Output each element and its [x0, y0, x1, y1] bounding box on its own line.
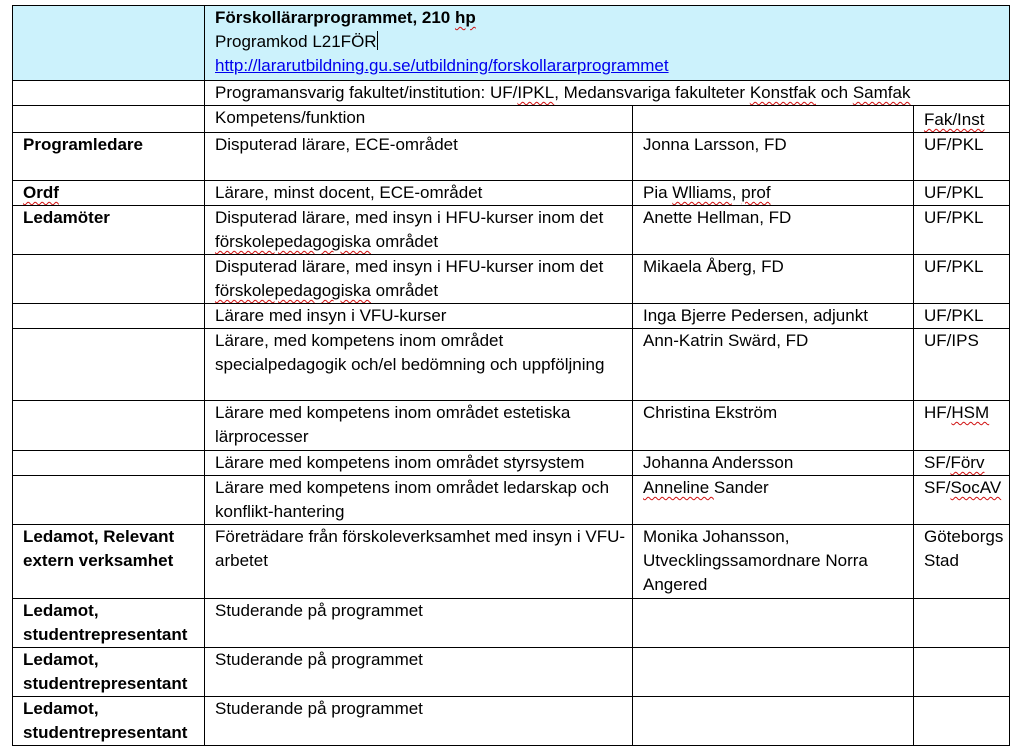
role-cell: Ledamot, Relevant extern verksamhet	[13, 525, 205, 599]
program-title: Förskollärarprogrammet, 210 hp	[215, 8, 476, 27]
column-header-blank	[13, 106, 205, 133]
header-row	[13, 6, 1010, 81]
fakinst-cell: UF/PKL	[914, 206, 1010, 255]
competence-cell: Lärare med insyn i VFU-kurser	[205, 304, 633, 329]
table-row	[13, 525, 1010, 599]
person-cell: Ann-Katrin Swärd, FD	[633, 329, 914, 401]
person-cell	[633, 648, 914, 697]
table-row	[13, 329, 1010, 401]
role-cell: Programledare	[13, 133, 205, 181]
fakinst-cell: SF/Förv	[914, 451, 1010, 476]
competence-cell: Lärare, med kompetens inom området specialpedagogik och/el bedömning och uppföljning	[205, 329, 633, 401]
member-rows	[13, 133, 1010, 746]
table-row	[13, 181, 1010, 206]
role-cell	[13, 401, 205, 451]
fakinst-cell: HF/HSM	[914, 401, 1010, 451]
role-cell: Ordf	[13, 181, 205, 206]
person-cell: Jonna Larsson, FD	[633, 133, 914, 181]
role-cell	[13, 476, 205, 525]
competence-cell: Lärare med kompetens inom området styrsystem	[205, 451, 633, 476]
fakinst-cell	[914, 599, 1010, 648]
program-code: Programkod L21FÖR	[215, 32, 377, 51]
fakinst-cell: UF/PKL	[914, 255, 1010, 304]
role-cell: Ledamot, studentrepresentant	[13, 648, 205, 697]
fakinst-cell: UF/PKL	[914, 304, 1010, 329]
competence-cell: Lärare med kompetens inom området estetiska lärprocesser	[205, 401, 633, 451]
role-cell	[13, 255, 205, 304]
person-cell: Pia Wlliams, prof	[633, 181, 914, 206]
column-header-person	[633, 106, 914, 133]
fakinst-cell	[914, 648, 1010, 697]
faculty-row	[13, 81, 1010, 106]
person-cell	[633, 599, 914, 648]
role-cell: Ledamot, studentrepresentant	[13, 599, 205, 648]
person-cell: Anette Hellman, FD	[633, 206, 914, 255]
role-cell	[13, 329, 205, 401]
fakinst-cell: Göteborgs Stad	[914, 525, 1010, 599]
fakinst-cell: SF/SocAV	[914, 476, 1010, 525]
person-cell: Christina Ekström	[633, 401, 914, 451]
person-cell: Anneline Sander	[633, 476, 914, 525]
table-row	[13, 648, 1010, 697]
person-cell: Johanna Andersson	[633, 451, 914, 476]
table-row	[13, 401, 1010, 451]
role-cell: Ledamöter	[13, 206, 205, 255]
person-cell: Mikaela Åberg, FD	[633, 255, 914, 304]
person-cell: Inga Bjerre Pedersen, adjunkt	[633, 304, 914, 329]
table-row	[13, 451, 1010, 476]
column-header-row	[13, 106, 1010, 133]
competence-cell: Företrädare från förskoleverksamhet med insyn i VFU-arbetet	[205, 525, 633, 599]
competence-cell: Disputerad lärare, med insyn i HFU-kurser inom det förskolepedagogiska området	[205, 206, 633, 255]
header-blank-cell	[13, 6, 205, 81]
column-header-competence: Kompetens/funktion	[205, 106, 633, 133]
table-row	[13, 133, 1010, 181]
program-url-link[interactable]: http://lararutbildning.gu.se/utbildning/forskollararprogrammet	[215, 56, 669, 75]
table-row	[13, 304, 1010, 329]
text-cursor	[377, 31, 378, 50]
fakinst-cell: UF/IPS	[914, 329, 1010, 401]
table-row	[13, 206, 1010, 255]
competence-cell: Lärare, minst docent, ECE-området	[205, 181, 633, 206]
table-row	[13, 599, 1010, 648]
faculty-line: Programansvarig fakultet/institution: UF/IPKL, Medansvariga fakulteter Konstfak och Samfak	[205, 81, 1010, 106]
table-row	[13, 255, 1010, 304]
role-cell: Ledamot, studentrepresentant	[13, 697, 205, 746]
fakinst-cell	[914, 697, 1010, 746]
person-cell: Monika Johansson, Utvecklingssamordnare Norra Angered	[633, 525, 914, 599]
competence-cell: Disputerad lärare, med insyn i HFU-kurser inom det förskolepedagogiska området	[205, 255, 633, 304]
competence-cell: Studerande på programmet	[205, 599, 633, 648]
faculty-blank-cell	[13, 81, 205, 106]
program-info-cell	[205, 6, 1010, 81]
fakinst-cell: UF/PKL	[914, 181, 1010, 206]
competence-cell: Studerande på programmet	[205, 648, 633, 697]
competence-cell: Disputerad lärare, ECE-området	[205, 133, 633, 181]
column-header-fakinst: Fak/Inst	[914, 106, 1010, 133]
competence-cell: Studerande på programmet	[205, 697, 633, 746]
table-row	[13, 697, 1010, 746]
role-cell	[13, 451, 205, 476]
role-cell	[13, 304, 205, 329]
table-row	[13, 476, 1010, 525]
competence-cell: Lärare med kompetens inom området ledarskap och konflikt-hantering	[205, 476, 633, 525]
person-cell	[633, 697, 914, 746]
fakinst-cell: UF/PKL	[914, 133, 1010, 181]
program-council-table	[12, 5, 1010, 746]
